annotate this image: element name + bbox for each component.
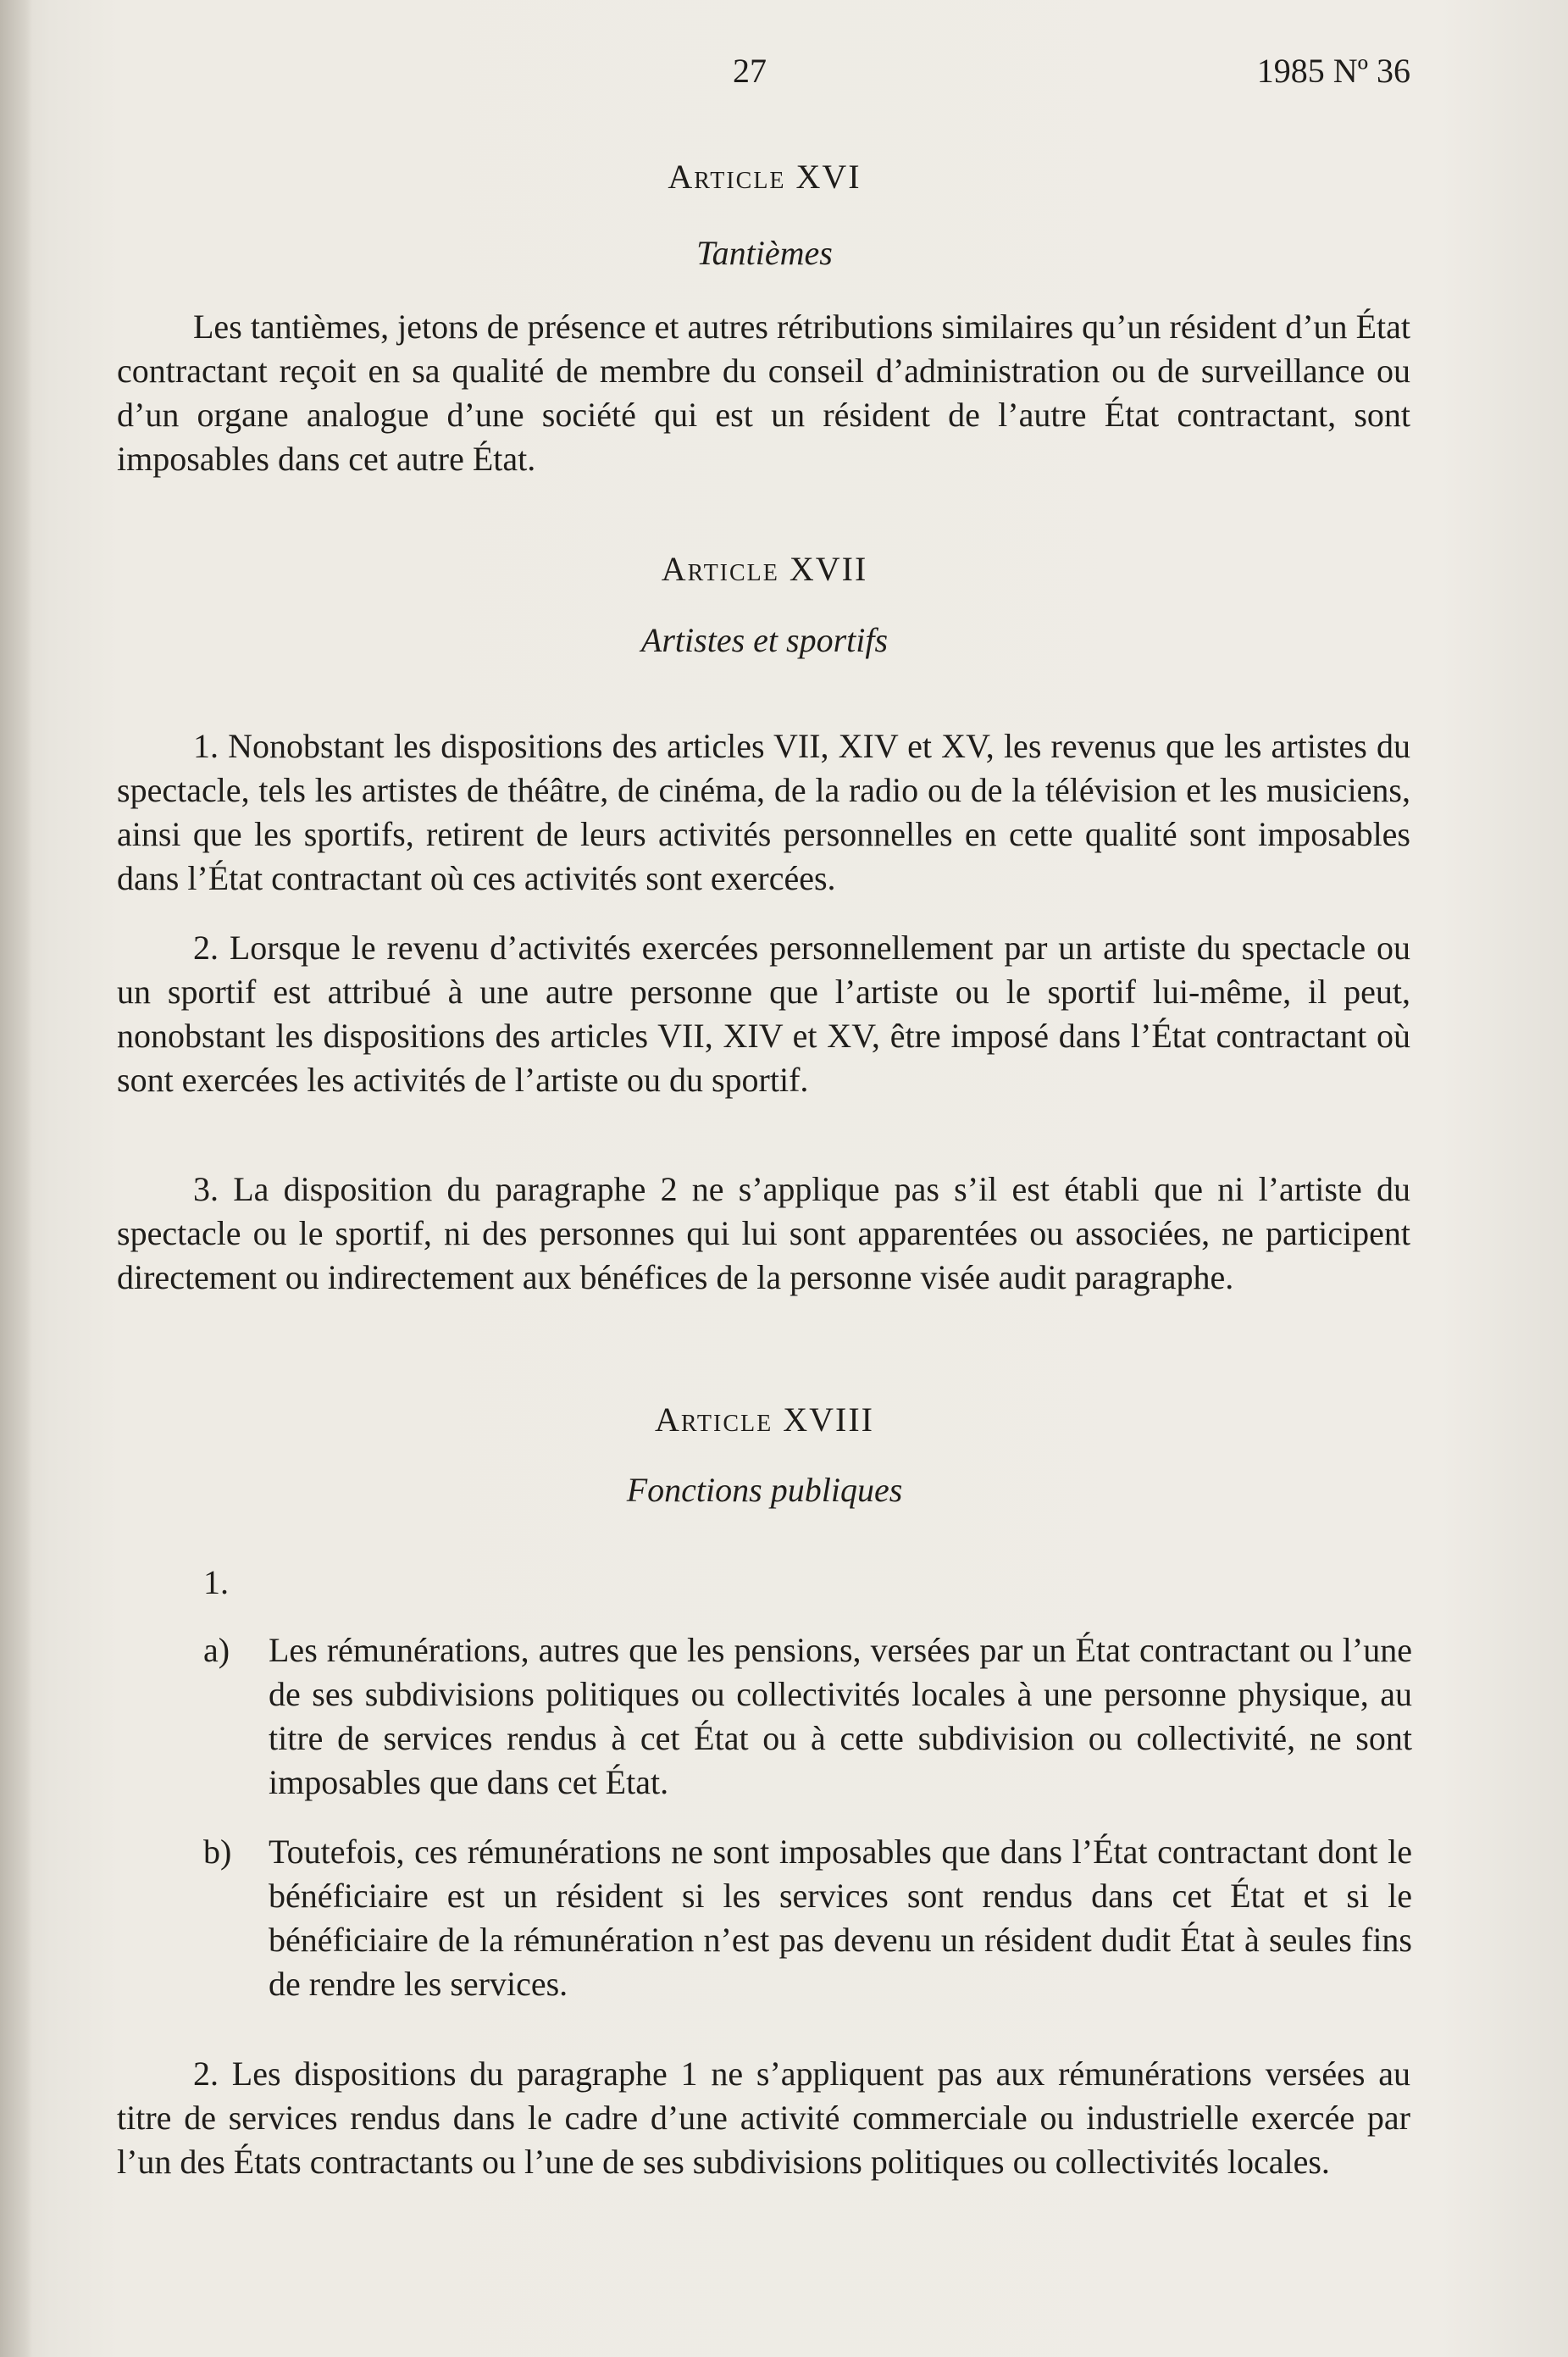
page-number: 27 bbox=[733, 52, 767, 90]
item-marker: b) bbox=[203, 1833, 232, 1871]
page-header bbox=[119, 51, 1410, 102]
binding-shadow bbox=[0, 0, 32, 2357]
article-18-paragraph-1-number: 1. bbox=[203, 1563, 229, 1601]
article-16-heading: Article XVI bbox=[668, 158, 862, 196]
article-18-heading: Article XVIII bbox=[655, 1400, 874, 1439]
article-17-title: Artistes et sportifs bbox=[640, 621, 889, 659]
article-18-title: Fonctions publiques bbox=[626, 1471, 903, 1509]
item-text: Toutefois, ces rémunérations ne sont imposables que dans l’État contractant dont le bénéficiaire est un résident si les services sont rendus dans cet État et si le bénéficiaire de la rémunération n’est pas devenu un résident dudit État à seules fins de rendre les services. bbox=[269, 1833, 1412, 2003]
article-17-paragraph-2: 2. Lorsque le revenu d’activités exercées personnellement par un artiste du spectacle ou un sportif est attribué à une autre personne que l’artiste ou le sportif lui-même, il peut, nonobstant les dispositions des articles VII, XIV et XV, être imposé dans l’État contractant où sont exercées les activités de l’artiste ou du sportif. bbox=[117, 929, 1410, 1099]
article-17-paragraph-1: 1. Nonobstant les dispositions des articles VII, XIV et XV, les revenus que les artistes du spectacle, tels les artistes de théâtre, de cinéma, de la radio ou de la télévision et les musiciens, ainsi que les sportifs, retirent de leurs activités personnelles en cette qualité sont imposables dans l’État contractant où ces activités sont exercées. bbox=[117, 727, 1410, 897]
article-17-paragraph-3: 3. La disposition du paragraphe 2 ne s’applique pas s’il est établi que ni l’artiste du spectacle ou le sportif, ni des personnes qui lui sont apparentées ou associées, ne participent directement ou indirectement aux bénéfices de la personne visée audit paragraphe. bbox=[117, 1170, 1410, 1296]
item-marker: a) bbox=[203, 1631, 230, 1669]
article-17-heading: Article XVII bbox=[661, 550, 868, 588]
article-16-paragraph: Les tantièmes, jetons de présence et autres rétributions similaires qu’un résident d’un État contractant reçoit en sa qualité de membre du conseil d’administration ou de surveillance ou d’un organe analogue d’une société qui est un résident de l’autre État contractant, sont imposables dans cet autre État. bbox=[117, 308, 1410, 478]
item-text: Les rémunérations, autres que les pensions, versées par un État contractant ou l’une de ses subdivisions politiques ou collectivités locales à une personne physique, au titre de services rendus à cet État ou à cette subdivision ou collectivité, ne sont imposables que dans cet État. bbox=[269, 1631, 1412, 1801]
gazette-reference: 1985 Nº 36 bbox=[1256, 52, 1410, 90]
article-16-title: Tantièmes bbox=[696, 234, 833, 272]
article-18-paragraph-2: 2. Les dispositions du paragraphe 1 ne s’appliquent pas aux rémunérations versées au titre de services rendus dans le cadre d’une activité commerciale ou industrielle exercée par l’un des États contractants ou l’une de ses subdivisions politiques ou collectivités locales. bbox=[117, 2055, 1410, 2181]
